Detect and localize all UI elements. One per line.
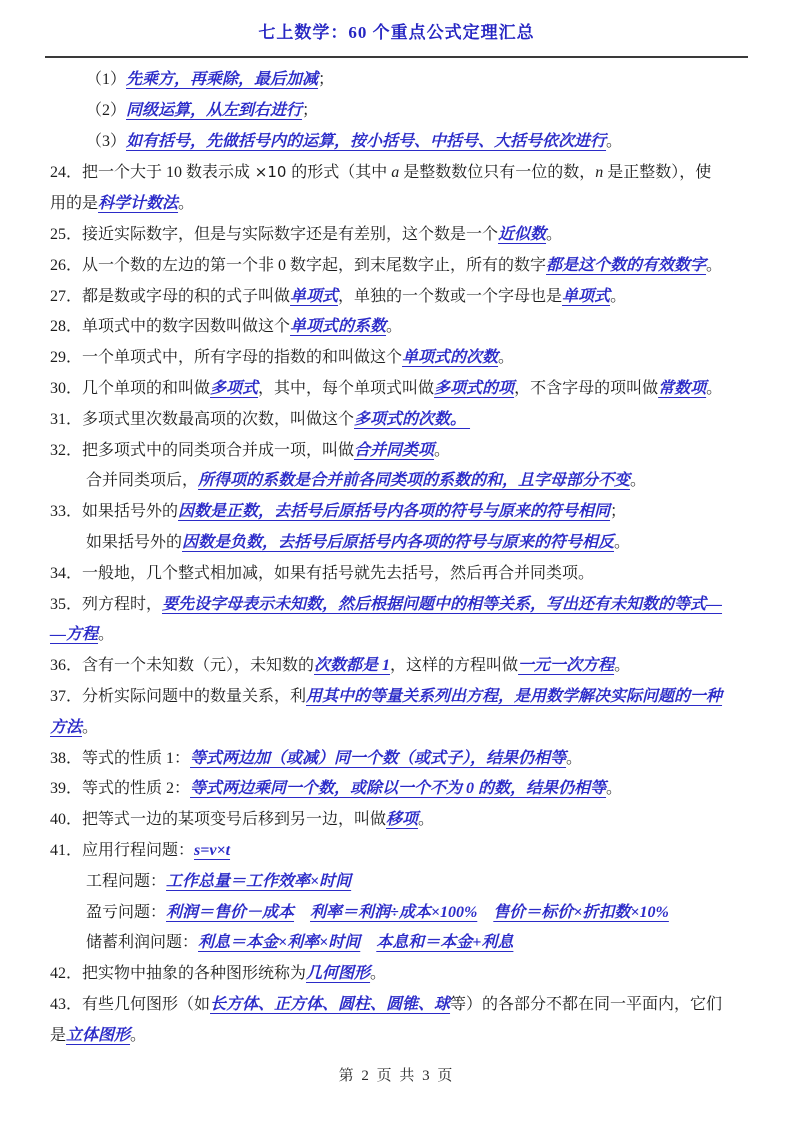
- document-line: [50, 466, 749, 497]
- document-line: [50, 65, 749, 96]
- document-line: [50, 867, 749, 898]
- text-segment: 41．应用行程问题：: [50, 841, 195, 859]
- text-segment: 工程问题：: [86, 872, 167, 890]
- highlighted-term: 等式两边乘同一个数，或除以一个不为 0 的数，结果仍相等: [190, 780, 607, 798]
- text-segment: 是正整数），使: [603, 164, 712, 182]
- highlighted-term: 要先设字母表示未知数，然后根据问题中的相等关系，写出还有未知数的等式—: [162, 595, 723, 613]
- text-segment: 38．等式的性质 1：: [50, 749, 191, 767]
- document-line: [50, 405, 749, 436]
- highlighted-term: 利率＝利润÷成本×100%: [310, 903, 478, 921]
- highlighted-term: —方程: [50, 626, 99, 644]
- text-segment: 。: [178, 195, 195, 213]
- highlighted-term: 移项: [386, 811, 419, 829]
- text-segment: 。: [614, 657, 631, 675]
- highlighted-term: 同级运算，从左到右进行: [126, 101, 303, 119]
- text-segment: 储蓄利润问题：: [86, 934, 199, 952]
- highlighted-term: 所得项的系数是合并前各同类项的系数的和，且字母部分不变: [198, 472, 631, 490]
- document-line: [50, 343, 749, 374]
- document-line: [50, 836, 749, 867]
- highlighted-term: 等式两边加（或减）同一个数（或式子），结果仍相等: [190, 749, 567, 767]
- text-segment: [360, 934, 376, 951]
- text-segment: ，这样的方程叫做: [390, 657, 519, 675]
- text-segment: 37．分析实际问题中的数量关系，利: [50, 687, 307, 705]
- highlighted-term: 单项式: [562, 287, 611, 305]
- text-segment: 25．接近实际数字，但是与实际数字还是有差别，这个数是一个: [50, 225, 499, 243]
- text-segment: 36．含有一个未知数（元），未知数的: [50, 657, 315, 675]
- text-segment: 。: [498, 349, 515, 367]
- text-segment: 是整数数位只有一位的数，: [399, 164, 596, 182]
- document-line: [50, 559, 749, 590]
- text-segment: 42．把实物中抽象的各种图形统称为: [50, 965, 307, 983]
- highlighted-term: 科学计数法: [98, 195, 179, 213]
- text-segment: （3）: [86, 132, 127, 150]
- text-segment: 。: [98, 626, 115, 644]
- highlighted-term: 多项式的次数。: [354, 410, 471, 428]
- page-footer: 第 2 页 共 3 页: [338, 1068, 455, 1084]
- text-segment: 。: [606, 132, 623, 150]
- text-segment: 。: [370, 965, 387, 983]
- document-line: [50, 713, 749, 744]
- highlighted-term: 单项式的系数: [290, 318, 387, 336]
- document-line: [50, 436, 749, 467]
- highlighted-term: 单项式的次数: [402, 349, 499, 367]
- document-line: [50, 251, 749, 282]
- highlighted-term: 都是这个数的有效数字: [546, 256, 707, 274]
- document-line: [50, 774, 749, 805]
- document-line: [50, 528, 749, 559]
- text-segment: 。: [630, 472, 647, 490]
- highlighted-term: 用其中的等量关系列出方程，是用数学解决实际问题的一种: [306, 687, 723, 705]
- highlighted-term: 方法: [50, 718, 83, 736]
- highlighted-term: 多项式: [210, 379, 259, 397]
- document-line: [50, 312, 749, 343]
- text-segment: 26．从一个数的左边的第一个非 0 数字起，到末尾数字止，所有的数字: [50, 256, 547, 274]
- text-segment: （1）: [86, 71, 127, 88]
- highlighted-term: 合并同类项: [354, 441, 435, 459]
- highlighted-term: 因数是负数，去括号后原括号内各项的符号与原来的符号相反: [182, 533, 615, 551]
- document-line: [50, 127, 749, 158]
- document-line: [50, 744, 749, 775]
- text-segment: 。: [610, 287, 627, 305]
- text-segment: 24．把一个大于 10 数表示成: [50, 164, 251, 182]
- document-line: [50, 96, 749, 127]
- document-line: [50, 189, 749, 220]
- page-title: 七上数学：60 个重点公式定理汇总: [258, 23, 535, 42]
- text-segment: 35．列方程时，: [50, 595, 163, 613]
- text-segment: 33．如果括号外的: [50, 503, 179, 521]
- text-segment: ，其中，每个单项式叫做: [258, 379, 435, 397]
- text-segment: n: [595, 164, 604, 182]
- text-segment: 。: [434, 441, 451, 459]
- text-segment: 32．把多项式中的同类项合并成一项，叫做: [50, 441, 355, 459]
- document-line: [50, 959, 749, 990]
- text-segment: 43．有些几何图形（如: [50, 995, 211, 1013]
- highlighted-term: s=v×t: [194, 841, 231, 859]
- text-segment: 。: [706, 256, 723, 274]
- text-segment: 39．等式的性质 2：: [50, 780, 191, 798]
- highlighted-term: 几何图形: [306, 965, 371, 983]
- text-segment: 。: [418, 811, 435, 829]
- text-segment: 的形式（其中: [291, 164, 392, 182]
- text-segment: 40．把等式一边的某项变号后移到另一边，叫做: [50, 811, 387, 829]
- text-segment: ；: [610, 503, 627, 521]
- text-segment: ×10: [250, 163, 292, 182]
- highlighted-term: 先乘方，再乘除，最后加减: [126, 71, 319, 88]
- document-line: [50, 620, 749, 651]
- document-line: [50, 1021, 749, 1052]
- text-segment: [294, 904, 310, 921]
- highlighted-term: 一元一次方程: [518, 657, 615, 675]
- document-line: [50, 590, 749, 621]
- document-line: [50, 220, 749, 251]
- highlighted-term: 长方体、正方体、圆柱、圆锥、球: [210, 995, 451, 1013]
- highlighted-term: 利息＝本金×利率×时间: [198, 934, 361, 952]
- text-segment: 。: [386, 318, 403, 336]
- text-segment: 如果括号外的: [86, 533, 183, 551]
- highlighted-term: 多项式的项: [434, 379, 515, 397]
- document-line: [50, 282, 749, 313]
- document-line: [50, 898, 749, 929]
- text-segment: [477, 904, 493, 921]
- text-segment: 31．多项式里次数最高项的次数，叫做这个: [50, 410, 355, 428]
- text-segment: 30．几个单项的和叫做: [50, 379, 211, 397]
- highlighted-term: 次数都是 1: [314, 657, 391, 675]
- highlighted-term: 本息和＝本金+利息: [376, 934, 514, 952]
- text-segment: ；: [318, 71, 335, 88]
- highlighted-term: 售价＝标价×折扣数×10%: [493, 903, 669, 921]
- text-segment: 。: [82, 718, 99, 736]
- text-segment: 29．一个单项式中，所有字母的指数的和叫做这个: [50, 349, 403, 367]
- text-segment: 。: [130, 1026, 147, 1044]
- highlighted-term: 因数是正数，去括号后原括号内各项的符号与原来的符号相同: [178, 503, 611, 521]
- text-segment: 。: [706, 379, 723, 397]
- text-segment: a: [391, 164, 400, 182]
- document-line: [50, 374, 749, 405]
- text-segment: 是: [50, 1026, 67, 1044]
- highlighted-term: 立体图形: [66, 1026, 131, 1044]
- text-segment: 等）的各部分不都在同一平面内，它们: [450, 995, 723, 1013]
- document-line: [50, 805, 749, 836]
- text-segment: 。: [614, 533, 631, 551]
- text-segment: 合并同类项后，: [86, 472, 199, 490]
- document-line: [50, 928, 749, 959]
- highlighted-term: 单项式: [290, 287, 339, 305]
- text-segment: ，单独的一个数或一个字母也是: [338, 287, 563, 305]
- document-body: [0, 58, 793, 1052]
- document-line: [50, 497, 749, 528]
- highlighted-term: 工作总量＝工作效率×时间: [166, 872, 352, 890]
- text-segment: 盈亏问题：: [86, 903, 167, 921]
- document-line: [50, 157, 749, 189]
- highlighted-term: 常数项: [658, 379, 707, 397]
- text-segment: 34．一般地，几个整式相加减，如果有括号就先去括号，然后再合并同类项。: [50, 564, 595, 582]
- highlighted-term: 如有括号，先做括号内的运算，按小括号、中括号、大括号依次进行: [126, 132, 607, 150]
- highlighted-term: 利润＝售价－成本: [166, 903, 295, 921]
- text-segment: ，不含字母的项叫做: [514, 379, 659, 397]
- document-line: [50, 990, 749, 1021]
- document-line: [50, 651, 749, 682]
- text-segment: 。: [606, 780, 623, 798]
- text-segment: 27．都是数或字母的积的式子叫做: [50, 287, 291, 305]
- text-segment: 28．单项式中的数字因数叫做这个: [50, 318, 291, 336]
- text-segment: 用的是: [50, 195, 99, 213]
- text-segment: 。: [546, 225, 563, 243]
- text-segment: ；: [302, 101, 319, 119]
- text-segment: 。: [566, 749, 583, 767]
- text-segment: （2）: [86, 101, 127, 119]
- highlighted-term: 近似数: [498, 225, 547, 243]
- document-line: [50, 682, 749, 713]
